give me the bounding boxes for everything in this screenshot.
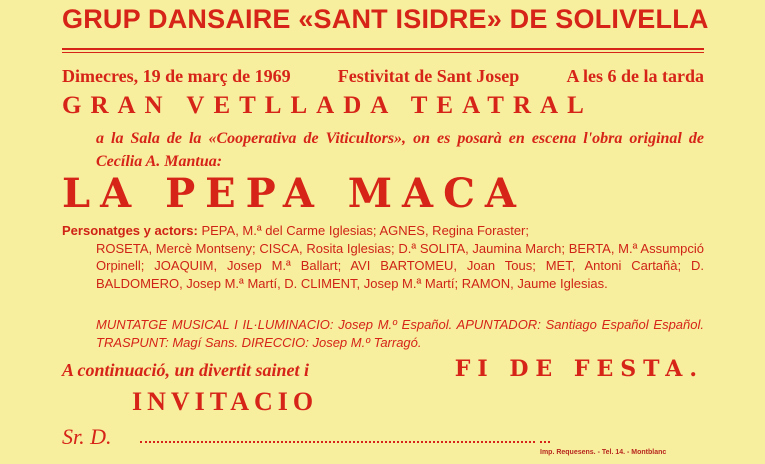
invitation-heading: INVITACIO [132, 387, 319, 416]
second-play-title: FI DE FESTA. [454, 356, 704, 382]
header-rule-thin [62, 52, 704, 53]
date-line [62, 66, 704, 87]
continuation-text: A continuació, un divertit sainet i [62, 360, 310, 380]
group-header: GRUP DANSAIRE «SANT ISIDRE» DE SOLIVELLA [62, 4, 709, 34]
event-time: A les 6 de la tarda [566, 66, 704, 86]
addressee-label: Sr. D. [62, 424, 112, 449]
play-title: LA PEPA MACA [62, 170, 526, 217]
festivity: Festivitat de Sant Josep [337, 66, 520, 86]
cast-first-line: PEPA, M.ª del Carme Iglesias; AGNES, Regina Foraster; [201, 223, 529, 238]
cast-list [62, 222, 704, 292]
printer-imprint: Imp. Requesens. - Tel. 14. - Montblanc [540, 449, 667, 456]
event-date: Dimecres, 19 de març de 1969 [62, 66, 291, 86]
intro-text: a la Sala de la «Cooperativa de Viticultors», on es posarà en escena l'obra original de Cecília A. Mantua: [96, 130, 704, 170]
cast-rest: ROSETA, Mercè Montseny; CISCA, Rosita Iglesias; D.ª SOLITA, Jaumina March; BERTA, M.ª Assumpció Orpinell; JOAQUIM, Josep M.ª Ballart; AVI BARTOMEU, Joan Tous; MET, Antoni Cartañà; D. BALDOMERO, Josep M.ª Martí, D. CLIMENT, Josep M.ª Martí; RAMON, Jaume Iglesias. [96, 240, 704, 291]
addressee-fill-line-end [540, 441, 550, 443]
cast-label: Personatges y actors: [62, 223, 198, 238]
event-title: GRAN VETLLADA TEATRAL [62, 92, 593, 119]
addressee-fill-line [140, 441, 535, 443]
header-rule [62, 48, 704, 50]
production-credits: MUNTATGE MUSICAL I IL·LUMINACIO: Josep M.º Español. APUNTADOR: Santiago Español Español. TRASPUNT: Magí Sans. DIRECCIO: Josep M.º Tarragó. [96, 317, 704, 350]
continuation-line [62, 356, 704, 382]
